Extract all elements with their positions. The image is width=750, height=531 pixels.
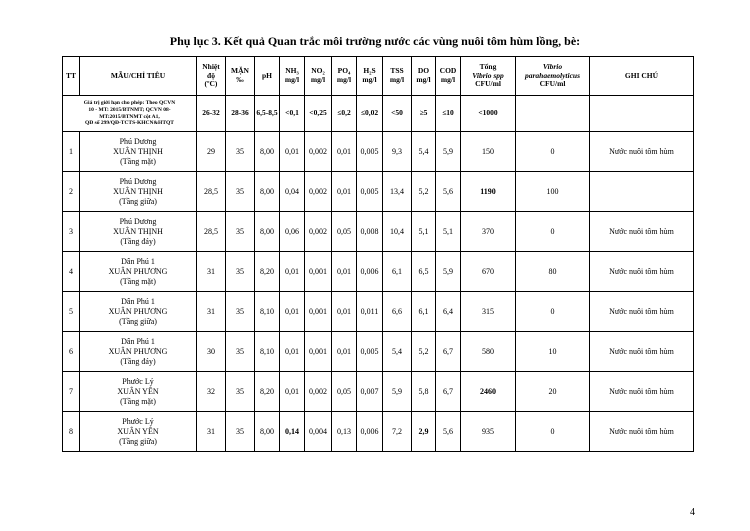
- limit-value: 28-36: [226, 96, 255, 132]
- cell-salinity: 35: [226, 212, 255, 252]
- cell-no2: 0,002: [305, 172, 332, 212]
- cell-po4: 0,05: [332, 212, 357, 252]
- limit-value: 6,5-8,5: [255, 96, 280, 132]
- cell-tss: 6,6: [383, 292, 412, 332]
- cell-po4: 0,05: [332, 372, 357, 412]
- cell-ph: 8,00: [255, 172, 280, 212]
- sample-site: Phú Dương XUÂN THỊNH (Tầng giữa): [80, 172, 197, 212]
- cell-vibrio-spp: 935: [461, 412, 516, 452]
- cell-tss: 9,3: [383, 132, 412, 172]
- sample-site: Phước Lý XUÂN YÊN (Tầng giữa): [80, 412, 197, 452]
- limit-row: [63, 96, 694, 132]
- header-tt: TT: [63, 57, 80, 96]
- cell-temp: 32: [197, 372, 226, 412]
- cell-vibrio-para: 0: [516, 132, 590, 172]
- cell-ph: 8,00: [255, 132, 280, 172]
- cell-vibrio-spp: 670: [461, 252, 516, 292]
- cell-cod: 5,6: [436, 172, 461, 212]
- cell-note: Nước nuôi tôm hùm: [590, 332, 694, 372]
- cell-vibrio-para: 20: [516, 372, 590, 412]
- cell-ph: 8,20: [255, 252, 280, 292]
- cell-do: 5,4: [412, 132, 436, 172]
- cell-note: Nước nuôi tôm hùm: [590, 252, 694, 292]
- cell-vibrio-spp: 315: [461, 292, 516, 332]
- cell-vibrio-spp: 150: [461, 132, 516, 172]
- sample-site: Dân Phú 1 XUÂN PHƯƠNG (Tầng mặt): [80, 252, 197, 292]
- cell-tss: 6,1: [383, 252, 412, 292]
- cell-tss: 7,2: [383, 412, 412, 452]
- cell-note: Nước nuôi tôm hùm: [590, 412, 694, 452]
- cell-nh3: 0,01: [280, 252, 305, 292]
- cell-ph: 8,10: [255, 292, 280, 332]
- header-temp: Nhiệt độ (ºC): [197, 57, 226, 96]
- cell-salinity: 35: [226, 132, 255, 172]
- sample-site: Phú Dương XUÂN THỊNH (Tầng mặt): [80, 132, 197, 172]
- cell-ph: 8,10: [255, 332, 280, 372]
- cell-no2: 0,001: [305, 252, 332, 292]
- cell-tss: 5,4: [383, 332, 412, 372]
- cell-vibrio-para: 0: [516, 292, 590, 332]
- cell-ph: 8,20: [255, 372, 280, 412]
- table-row: [63, 172, 694, 212]
- cell-nh3: 0,01: [280, 372, 305, 412]
- cell-do: 6,5: [412, 252, 436, 292]
- header-cod: COD mg/l: [436, 57, 461, 96]
- cell-temp: 30: [197, 332, 226, 372]
- cell-vibrio-spp: 580: [461, 332, 516, 372]
- limit-value: <0,25: [305, 96, 332, 132]
- row-number: 8: [63, 412, 80, 452]
- header-po4: PO₄ mg/l: [332, 57, 357, 96]
- header-do: DO mg/l: [412, 57, 436, 96]
- header-sample: MẪU/CHỈ TIÊU: [80, 57, 197, 96]
- cell-temp: 31: [197, 292, 226, 332]
- cell-no2: 0,002: [305, 132, 332, 172]
- cell-vibrio-para: 0: [516, 212, 590, 252]
- cell-ph: 8,00: [255, 412, 280, 452]
- data-rows: [63, 132, 694, 452]
- cell-cod: 5,6: [436, 412, 461, 452]
- cell-po4: 0,01: [332, 252, 357, 292]
- limit-value: 26-32: [197, 96, 226, 132]
- cell-salinity: 35: [226, 332, 255, 372]
- cell-nh3: 0,04: [280, 172, 305, 212]
- header-row: [63, 57, 694, 96]
- header-tss: TSS mg/l: [383, 57, 412, 96]
- cell-cod: 6,7: [436, 372, 461, 412]
- row-number: 5: [63, 292, 80, 332]
- cell-vibrio-spp: 1190: [461, 172, 516, 212]
- row-number: 4: [63, 252, 80, 292]
- cell-nh3: 0,01: [280, 292, 305, 332]
- cell-salinity: 35: [226, 372, 255, 412]
- sample-site: Dân Phú 1 XUÂN PHƯƠNG (Tầng đáy): [80, 332, 197, 372]
- cell-note: Nước nuôi tôm hùm: [590, 212, 694, 252]
- row-number: 3: [63, 212, 80, 252]
- limit-value: ≤0,2: [332, 96, 357, 132]
- cell-cod: 5,9: [436, 252, 461, 292]
- table-row: [63, 212, 694, 252]
- header-note: GHI CHÚ: [590, 57, 694, 96]
- limit-value: [516, 96, 590, 132]
- sample-site: Phước Lý XUÂN YÊN (Tầng mặt): [80, 372, 197, 412]
- limit-label: Giá trị giới hạn cho phép: Theo QCVN 10 - MT: 2015/BTNMT; QCVN 08- MT:2015/BTNMT cột A1, QĐ số 299/QĐ-TCTS-KHCN&HTQT: [63, 96, 197, 132]
- cell-cod: 5,9: [436, 132, 461, 172]
- cell-no2: 0,002: [305, 212, 332, 252]
- header-vibrio-para: Vibrio parahaemolyticus CFU/ml: [516, 57, 590, 96]
- cell-h2s: 0,008: [357, 212, 383, 252]
- row-number: 7: [63, 372, 80, 412]
- cell-vibrio-para: 80: [516, 252, 590, 292]
- cell-po4: 0,01: [332, 332, 357, 372]
- cell-salinity: 35: [226, 292, 255, 332]
- cell-h2s: 0,007: [357, 372, 383, 412]
- cell-salinity: 35: [226, 252, 255, 292]
- cell-note: Nước nuôi tôm hùm: [590, 292, 694, 332]
- cell-h2s: 0,006: [357, 412, 383, 452]
- cell-note: [590, 172, 694, 212]
- cell-h2s: 0,005: [357, 332, 383, 372]
- cell-po4: 0,01: [332, 132, 357, 172]
- cell-nh3: 0,01: [280, 332, 305, 372]
- cell-tss: 13,4: [383, 172, 412, 212]
- cell-do: 5,8: [412, 372, 436, 412]
- cell-do: 2,9: [412, 412, 436, 452]
- limit-value: <50: [383, 96, 412, 132]
- table-row: [63, 372, 694, 412]
- cell-vibrio-spp: 370: [461, 212, 516, 252]
- cell-po4: 0,01: [332, 172, 357, 212]
- cell-vibrio-para: 10: [516, 332, 590, 372]
- cell-temp: 29: [197, 132, 226, 172]
- cell-h2s: 0,006: [357, 252, 383, 292]
- cell-vibrio-para: 0: [516, 412, 590, 452]
- header-ph: pH: [255, 57, 280, 96]
- cell-temp: 28,5: [197, 212, 226, 252]
- page-title: Phụ lục 3. Kết quả Quan trắc môi trường nước các vùng nuôi tôm hùm lồng, bè:: [169, 34, 581, 48]
- cell-h2s: 0,005: [357, 172, 383, 212]
- cell-salinity: 35: [226, 172, 255, 212]
- cell-cod: 6,4: [436, 292, 461, 332]
- cell-note: Nước nuôi tôm hùm: [590, 372, 694, 412]
- cell-temp: 31: [197, 252, 226, 292]
- cell-do: 5,2: [412, 172, 436, 212]
- header-salinity: MẶN ‰: [226, 57, 255, 96]
- cell-vibrio-para: 100: [516, 172, 590, 212]
- cell-h2s: 0,011: [357, 292, 383, 332]
- cell-do: 6,1: [412, 292, 436, 332]
- header-no2: NO₂ mg/l: [305, 57, 332, 96]
- cell-no2: 0,002: [305, 372, 332, 412]
- cell-do: 5,2: [412, 332, 436, 372]
- page-number: 4: [690, 507, 695, 518]
- table-row: [63, 412, 694, 452]
- row-number: 2: [63, 172, 80, 212]
- sample-site: Phú Dương XUÂN THỊNH (Tầng đáy): [80, 212, 197, 252]
- cell-nh3: 0,01: [280, 132, 305, 172]
- cell-tss: 10,4: [383, 212, 412, 252]
- cell-tss: 5,9: [383, 372, 412, 412]
- header-h2s: H₂S mg/l: [357, 57, 383, 96]
- cell-po4: 0,13: [332, 412, 357, 452]
- cell-no2: 0,001: [305, 292, 332, 332]
- cell-nh3: 0,06: [280, 212, 305, 252]
- cell-note: Nước nuôi tôm hùm: [590, 132, 694, 172]
- header-nh3: NH₃ mg/l: [280, 57, 305, 96]
- cell-cod: 5,1: [436, 212, 461, 252]
- cell-h2s: 0,005: [357, 132, 383, 172]
- cell-temp: 28,5: [197, 172, 226, 212]
- table-row: [63, 292, 694, 332]
- limit-value: ≤0,02: [357, 96, 383, 132]
- cell-po4: 0,01: [332, 292, 357, 332]
- cell-cod: 6,7: [436, 332, 461, 372]
- cell-no2: 0,001: [305, 332, 332, 372]
- limit-value: ≥5: [412, 96, 436, 132]
- cell-nh3: 0,14: [280, 412, 305, 452]
- cell-do: 5,1: [412, 212, 436, 252]
- table-row: [63, 132, 694, 172]
- limit-value: <1000: [461, 96, 516, 132]
- limit-value: [590, 96, 694, 132]
- limit-value: ≤10: [436, 96, 461, 132]
- row-number: 1: [63, 132, 80, 172]
- water-monitoring-table: [62, 56, 694, 452]
- sample-site: Dân Phú 1 XUÂN PHƯƠNG (Tầng giữa): [80, 292, 197, 332]
- cell-ph: 8,00: [255, 212, 280, 252]
- limit-value: <0,1: [280, 96, 305, 132]
- table-row: [63, 332, 694, 372]
- cell-salinity: 35: [226, 412, 255, 452]
- header-vibrio-spp: Tổng Vibrio spp CFU/ml: [461, 57, 516, 96]
- table-row: [63, 252, 694, 292]
- cell-vibrio-spp: 2460: [461, 372, 516, 412]
- row-number: 6: [63, 332, 80, 372]
- cell-no2: 0,004: [305, 412, 332, 452]
- cell-temp: 31: [197, 412, 226, 452]
